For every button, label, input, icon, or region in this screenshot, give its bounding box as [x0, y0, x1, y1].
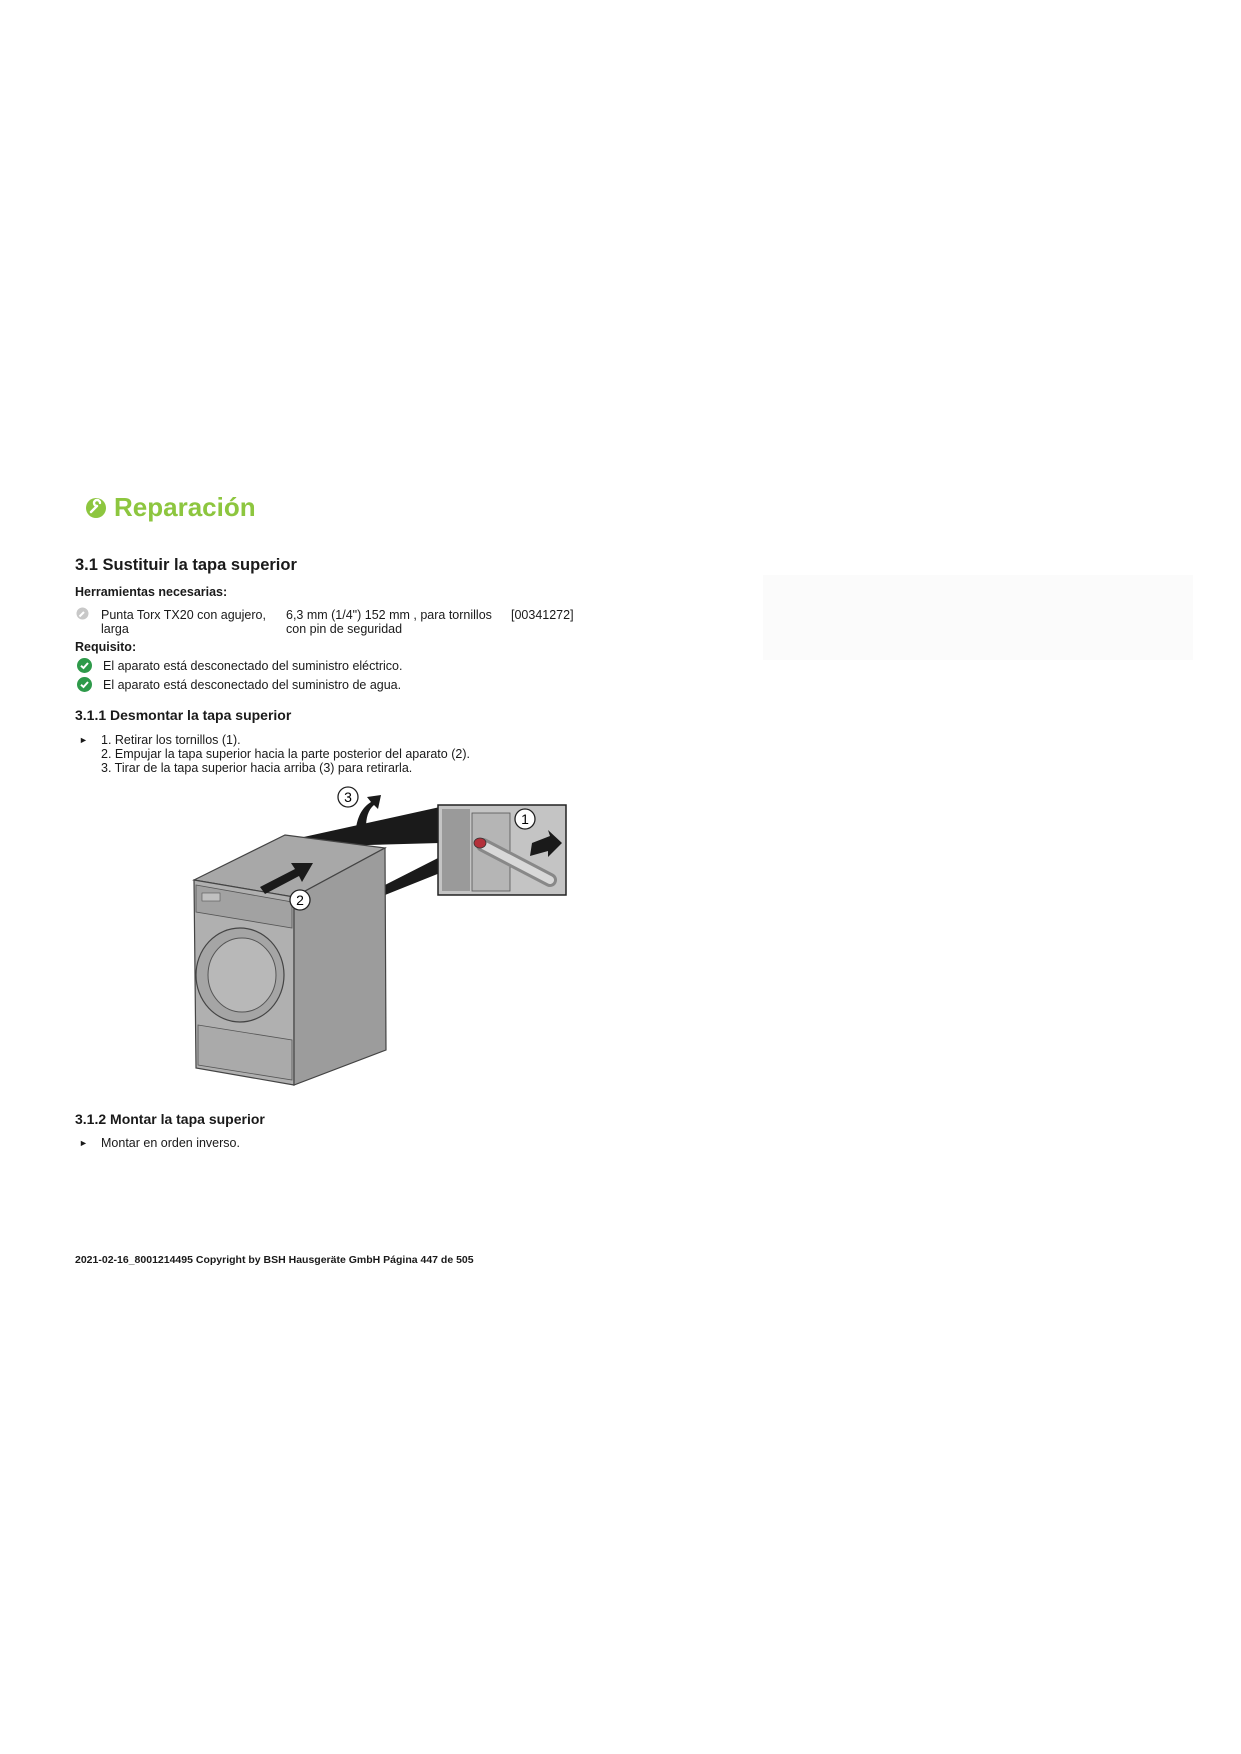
steps-list	[101, 733, 470, 775]
bullet-arrow-icon: ►	[79, 735, 88, 745]
dryer-top-cover-figure	[180, 785, 585, 1095]
tool-part-number: [00341272]	[511, 608, 574, 622]
check-icon	[77, 658, 92, 673]
requirement-item: El aparato está desconectado del suministro eléctrico.	[77, 658, 402, 673]
chapter-title: Reparación	[114, 492, 256, 522]
step: 2. Empujar la tapa superior hacia la parte posterior del aparato (2).	[101, 747, 470, 761]
tool-icon	[76, 607, 89, 625]
section-title: 3.1 Sustituir la tapa superior	[75, 556, 297, 574]
tool-name: Punta Torx TX20 con agujero, larga	[101, 608, 266, 636]
wrench-circle-icon	[86, 498, 106, 518]
screw-detail-box	[438, 805, 566, 895]
screw-icon	[474, 838, 486, 848]
requirement-item: El aparato está desconectado del suministro de agua.	[77, 677, 401, 692]
requirement-label: Requisito:	[75, 640, 137, 654]
tool-spec: 6,3 mm (1/4") 152 mm , para tornillos con pin de seguridad	[286, 608, 492, 636]
step: 1. Retirar los tornillos (1).	[101, 733, 241, 747]
door-glass	[208, 938, 276, 1012]
subsection-title: 3.1.1 Desmontar la tapa superior	[75, 707, 292, 723]
page-footer: 2021-02-16_8001214495 Copyright by BSH Hausgeräte GmbH Página 447 de 505	[75, 1254, 474, 1266]
svg-text:3: 3	[344, 789, 352, 805]
step: Montar en orden inverso.	[101, 1136, 240, 1150]
detergent-drawer	[202, 893, 220, 901]
chapter-heading	[86, 492, 256, 523]
check-icon	[77, 677, 92, 692]
bullet-arrow-icon: ►	[79, 1138, 88, 1148]
faint-background-block	[763, 575, 1193, 660]
svg-text:1: 1	[521, 811, 529, 827]
step: 3. Tirar de la tapa superior hacia arriba (3) para retirarla.	[101, 761, 413, 775]
subsection-title: 3.1.2 Montar la tapa superior	[75, 1111, 265, 1127]
svg-text:2: 2	[296, 892, 304, 908]
tools-label: Herramientas necesarias:	[75, 585, 228, 599]
